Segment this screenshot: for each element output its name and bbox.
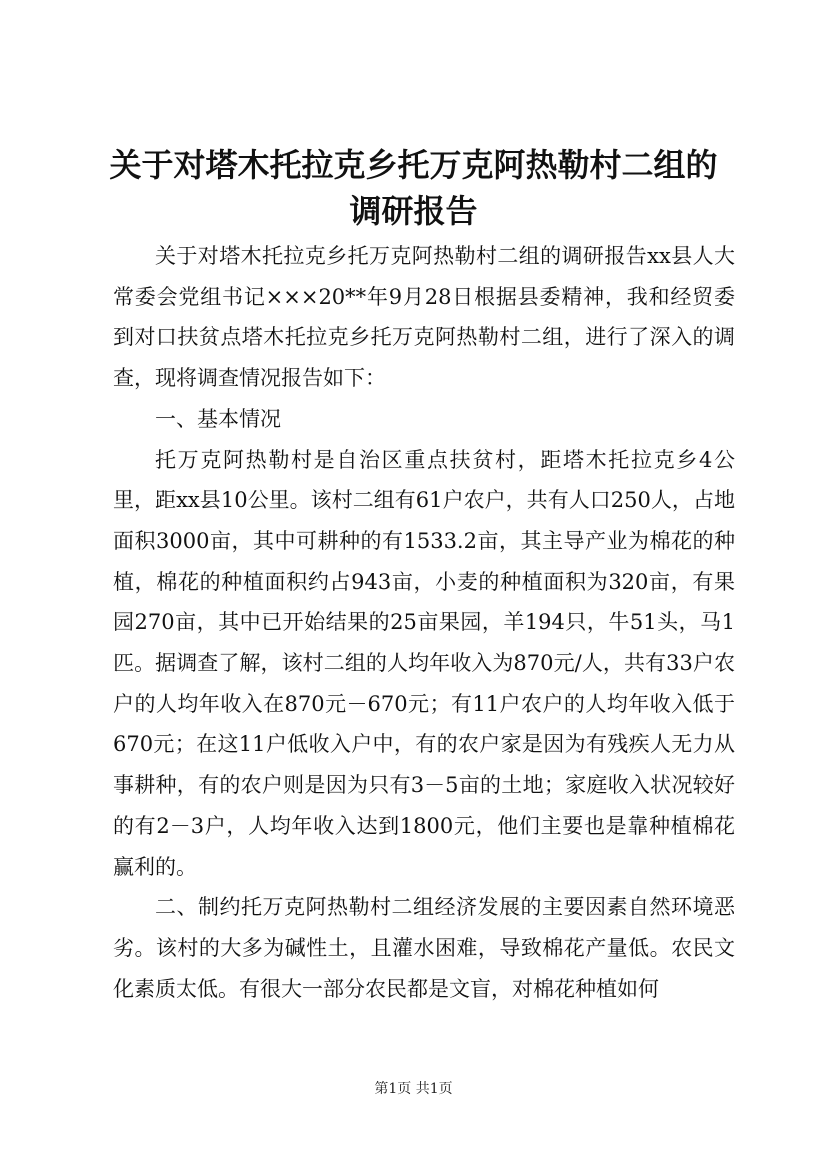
intro-paragraph: 关于对塔木托拉克乡托万克阿热勒村二组的调研报告xx县人大常委会党组书记×××20**年9月28日根据县委精神，我和经贸委到对口扶贫点塔木托拉克乡托万克阿热勒村二组，进行了深入的调查，现将调查情况报告如下： [113, 244, 735, 391]
page-footer: 第1页 共1页 [374, 1081, 453, 1097]
document-body [113, 236, 735, 1009]
constraints-paragraph: 二、制约托万克阿热勒村二组经济发展的主要因素自然环境恶劣。该村的大多为碱性土，且灌水困难，导致棉花产量低。农民文化素质太低。有很大一部分农民都是文盲，对棉花种植如何 [113, 895, 735, 1001]
document-title: 关于对塔木托拉克乡托万克阿热勒村二组的调研报告 [109, 146, 718, 230]
basic-situation-paragraph: 托万克阿热勒村是自治区重点扶贫村，距塔木托拉克乡4公里，距xx县10公里。该村二组有61户农户，共有人口250人，占地面积3000亩，其中可耕种的有1533.2亩，其主导产业为棉花的种植，棉花的种植面积约占943亩，小麦的种植面积为320亩，有果园270亩，其中已开始结果的25亩果园，羊194只，牛51头，马1匹。据调查了解，该村二组的人均年收入为870元/人，共有33户农户的人均年收入在870元－670元；有11户农户的人均年收入低于670元；在这11户低收入户中，有的农户家是因为有残疾人无力从事耕种，有的农户则是因为只有3－5亩的土地；家庭收入状况较好的有2－3户，人均年收入达到1800元，他们主要也是靠种植棉花赢利的。 [113, 447, 735, 879]
section-heading-basic-situation: 一、基本情况 [155, 406, 281, 431]
